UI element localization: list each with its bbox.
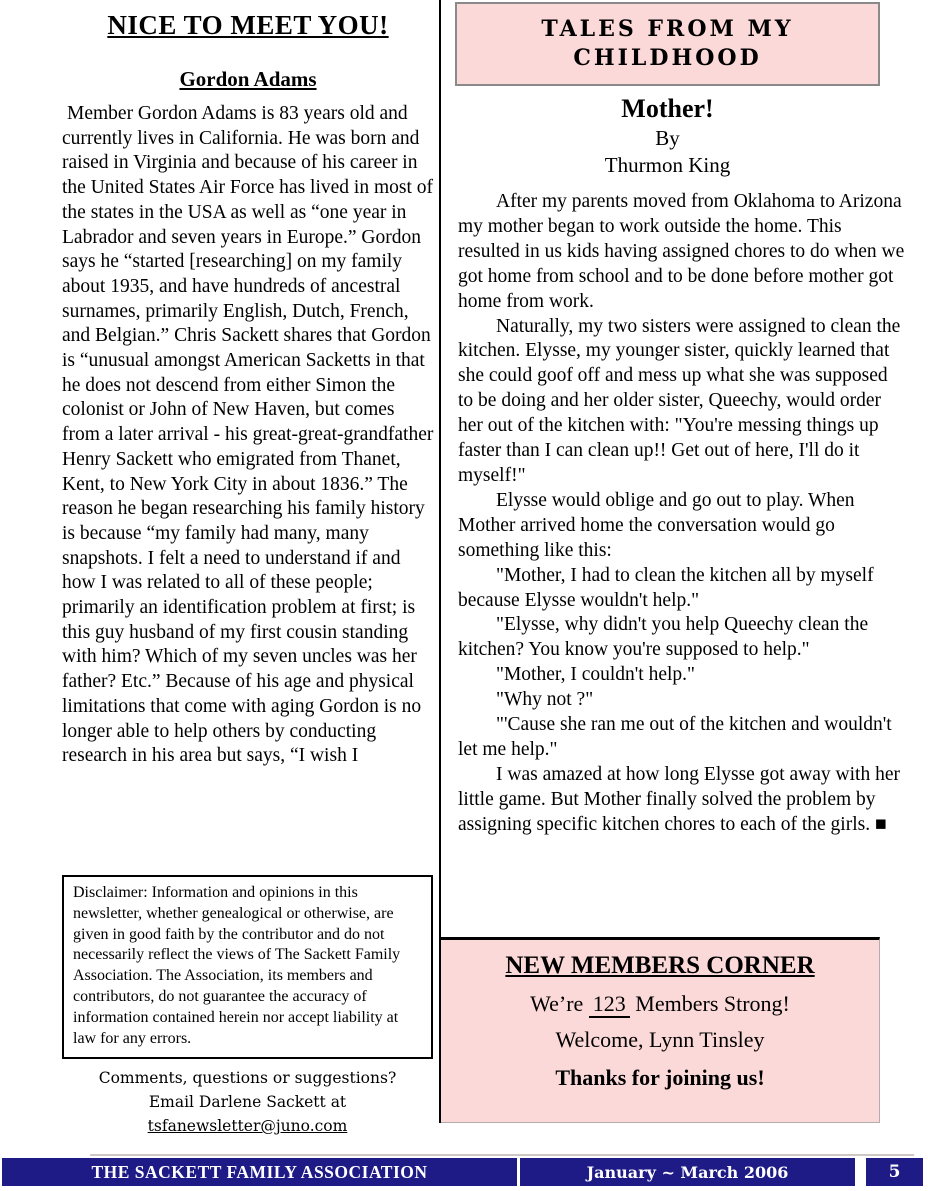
new-members-title: NEW MEMBERS CORNER [505,952,815,979]
tales-header-line2: CHILDHOOD [573,45,762,71]
story-byline-by: By [655,126,680,150]
story-paragraph: "'Cause she ran me out of the kitchen and wouldn't let me help." [458,714,892,760]
footer-separator [855,1158,866,1186]
story-paragraph: "Mother, I couldn't help." [496,664,695,686]
email-line [62,1090,433,1138]
members-count-prefix: We’re [530,991,589,1016]
story-title: Mother! [621,94,714,123]
left-column [62,10,434,769]
member-profile-text: Member Gordon Adams is 83 years old and currently lives in California. He was born and raised in Virginia and because of his career in the United States Air Force has lived in most of the states in the USA as well as “one year in Labrador and seven years in Europe.” Gordon says he “started [researching] on my family about 1935, and have hundreds of ancestral surnames, primarily English, Dutch, French, and Belgian.” Chris Sackett shares that Gordon is “unusual amongst American Sacketts in that he does not descend from either Simon the colonist or John of New Haven, but comes from a later arrival - his great-great-grandfather Henry Sackett who emigrated from Thanet, Kent, to New York City in about 1836.” The reason he began researching his family history is because “my family had many, many snapshots. I felt a need to understand if and how I was related to all of these people; primarily an identification problem at first; is this guy husband of my first cousin standing with him? Which of my seven uncles was her father? Etc.” Because of his age and physical limitations that come with aging Gordon is no longer able to help others by conducting research in his area but says, “I wish I [62,103,434,767]
footer-issue-date: January ~ March 2006 [520,1158,855,1186]
story-header [455,94,880,178]
newsletter-email-link[interactable]: tsfanewsletter@juno.com [147,1117,348,1135]
tales-header-line1: TALES FROM MY [541,16,794,42]
story-paragraph: "Why not ?" [496,689,594,711]
tales-section-header-box [455,2,880,86]
email-prefix: Email Darlene Sackett at [148,1093,347,1111]
story-paragraph: After my parents moved from Oklahoma to Arizona my mother began to work outside the home. This resulted in us kids having assigned chores to do when we got home from school and to be done before mother got home from work. [458,191,905,312]
footer-hairline [90,1154,914,1156]
welcome-line: Welcome, Lynn Tinsley [555,1027,765,1052]
thanks-line: Thanks for joining us! [555,1065,765,1090]
disclaimer-text: Disclaimer: Information and opinions in this newsletter, whether genealogical or otherwise, are given in good faith by the contributor and do not necessarily reflect the views of The Sackett Family Association. The Association, its members and contributors, do not guarantee the accuracy of information contained herein nor accept liability at law for any errors. [73,884,401,1047]
story-paragraph: "Elysse, why didn't you help Queechy clean the kitchen? You know you're supposed to help." [458,614,869,661]
story-paragraph: Elysse would oblige and go out to play. When Mother arrived home the conversation would go something like this: [458,489,855,561]
comments-block [62,1066,433,1138]
members-count-number: 123 [589,991,630,1018]
story-paragraph: Naturally, my two sisters were assigned to clean the kitchen. Elysse, my younger sister, quickly learned that she could goof off and mess up what she was supposed to be doing and her older sister, Queechy, would order her out of the kitchen with: "You're messing things up faster than I can clean up!! Get out of here, I'll do it myself!" [458,315,901,486]
left-section-title: NICE TO MEET YOU! [107,10,389,40]
footer-bar [2,1158,923,1186]
comments-line: Comments, questions or suggestions? [98,1069,397,1087]
story-author: Thurmon King [604,153,731,177]
footer-page-number: 5 [866,1158,923,1186]
story-paragraph: I was amazed at how long Elysse got away with her little game. But Mother finally solved the problem by assigning specific kitchen chores to each of the girls. ■ [458,763,900,835]
story-body [458,190,906,838]
member-name-heading: Gordon Adams [179,67,317,91]
members-count-line [441,991,879,1017]
story-paragraph: "Mother, I had to clean the kitchen all by myself because Elysse wouldn't help." [458,564,874,611]
new-members-corner-box [441,937,880,1123]
disclaimer-box [62,875,433,1059]
members-count-suffix: Members Strong! [629,991,790,1016]
footer-association-name: THE SACKETT FAMILY ASSOCIATION [2,1158,517,1186]
